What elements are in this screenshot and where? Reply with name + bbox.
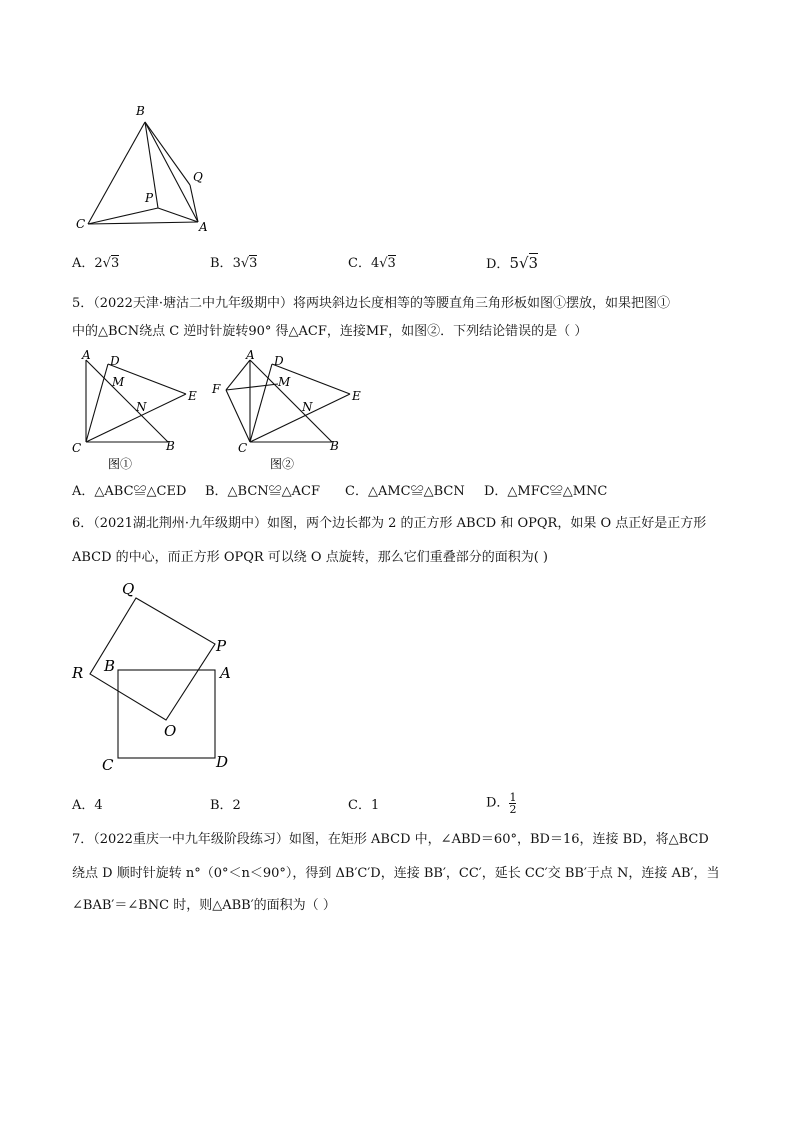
edge-bq	[145, 122, 190, 185]
q7-line-3: ∠BAB′＝∠BNC 时，则△ABB′的面积为（ ）	[72, 898, 336, 913]
q5-line-1: 5．（2022天津·塘沽二中九年级期中）将两块斜边长度相等的等腰直角三角形板如图①摆放，如果把图①	[72, 296, 670, 311]
q7-line-1: 7．（2022重庆一中九年级阶段练习）如图，在矩形 ABCD 中，∠ABD＝60°，BD＝16，连接 BD，将△BCD	[72, 832, 709, 847]
label-p: P	[145, 191, 154, 205]
q5-option-d: D．△MFC≌△MNC	[484, 484, 608, 499]
edge-bc	[88, 122, 145, 224]
q6-line-2: ABCD 的中心，而正方形 OPQR 可以绕 O 点旋转，那么它们重叠部分的面积为( )	[72, 550, 548, 565]
q4-option-b-coef: 3	[232, 256, 241, 271]
label-o: O	[164, 722, 177, 740]
q4-option-a-coef: 2	[94, 256, 103, 271]
label-a: A	[199, 220, 208, 234]
q4-option-c-rad: 3	[387, 256, 396, 271]
q4-option-b-rad: 3	[249, 256, 258, 271]
q6-option-a: A．4	[72, 798, 103, 813]
q4-option-a-rad: 3	[110, 256, 120, 271]
edge-ab	[86, 360, 168, 442]
label-e: E	[188, 389, 197, 403]
label-q: Q	[122, 580, 135, 598]
q4-option-d-coef: 5	[509, 254, 519, 272]
label-q: Q	[193, 170, 203, 184]
label-c: C	[72, 441, 82, 455]
q4-option-d	[486, 255, 538, 273]
edge-qa	[190, 185, 198, 222]
q6-option-d-letter: D．	[486, 795, 510, 811]
q7-line-2: 绕点 D 顺时针旋转 n°（0°＜n＜90°），得到 ΔB′C′D，连接 BB′，CC′，延长 CC′交 BB′于点 N，连接 AB′，当	[72, 866, 720, 881]
q4-option-b-letter: B．	[210, 256, 233, 271]
label-c: C	[102, 756, 114, 774]
q5-figure-2	[208, 346, 378, 476]
q4-option-b	[210, 256, 257, 272]
figure-caption: 图②	[270, 457, 295, 471]
q6-option-b: B．2	[210, 798, 241, 813]
q5-line-2: 中的△BCN绕点 C 逆时针旋转90° 得△ACF，连接MF，如图②．下列结论错误的是（ ）	[72, 324, 588, 339]
label-p: P	[216, 637, 227, 655]
label-n: N	[302, 400, 313, 414]
q4-figure	[70, 100, 220, 240]
label-d: D	[216, 753, 229, 771]
q4-option-d-letter: D．	[486, 257, 510, 272]
label-r: R	[72, 664, 84, 682]
q6-figure	[68, 574, 248, 784]
q4-option-c-coef: 4	[370, 256, 380, 271]
square-abcd	[118, 670, 215, 758]
label-b: B	[136, 104, 145, 118]
label-c: C	[238, 441, 248, 455]
sqrt-icon: √	[379, 256, 388, 271]
q4-option-a	[72, 256, 119, 272]
sqrt-icon: √	[518, 254, 529, 272]
label-a: A	[82, 348, 91, 362]
edge-cd	[86, 364, 108, 442]
label-a: A	[246, 348, 255, 362]
label-c: C	[76, 217, 86, 231]
label-a: A	[220, 664, 231, 682]
label-e: E	[352, 389, 361, 403]
label-f: F	[212, 382, 221, 396]
label-b: B	[166, 439, 175, 453]
sqrt-icon: √	[102, 256, 111, 271]
label-b: B	[330, 439, 339, 453]
label-d: D	[110, 354, 120, 368]
q4-option-d-rad: 3	[528, 254, 539, 272]
q4-option-c-letter: C．	[348, 256, 371, 271]
q6-option-c: C．1	[348, 798, 380, 813]
edge-cd	[250, 364, 272, 442]
edge-ab	[250, 360, 332, 442]
edge-cp	[88, 208, 158, 224]
sqrt-icon: √	[240, 256, 250, 271]
figure-caption: 图①	[108, 457, 133, 471]
label-d: D	[274, 354, 284, 368]
label-m: M	[112, 375, 125, 389]
label-b: B	[104, 657, 116, 675]
edge-ca	[88, 222, 198, 224]
edge-fa	[226, 360, 250, 390]
fraction-numerator: 1	[509, 791, 517, 804]
q5-figure-1	[68, 346, 208, 476]
q5-option-a: A．△ABC≌△CED	[72, 484, 187, 499]
edge-fc	[226, 390, 250, 442]
label-n: N	[136, 400, 147, 414]
q6-option-d	[486, 792, 516, 815]
edge-ce	[250, 394, 350, 442]
q4-option-c	[348, 256, 396, 272]
label-m: M	[278, 375, 291, 389]
fraction	[509, 792, 516, 815]
q6-line-1: 6．（2021湖北荆州·九年级期中）如图，两个边长都为 2 的正方形 ABCD 和 OPQR，如果 O 点正好是正方形	[72, 516, 707, 531]
q4-option-a-letter: A．	[72, 256, 95, 271]
q5-option-b: B．△BCN≌△ACF	[205, 484, 321, 499]
edge-fm	[226, 384, 278, 390]
fraction-denominator: 2	[509, 803, 517, 816]
q5-option-c: C．△AMC≌△BCN	[345, 484, 465, 499]
